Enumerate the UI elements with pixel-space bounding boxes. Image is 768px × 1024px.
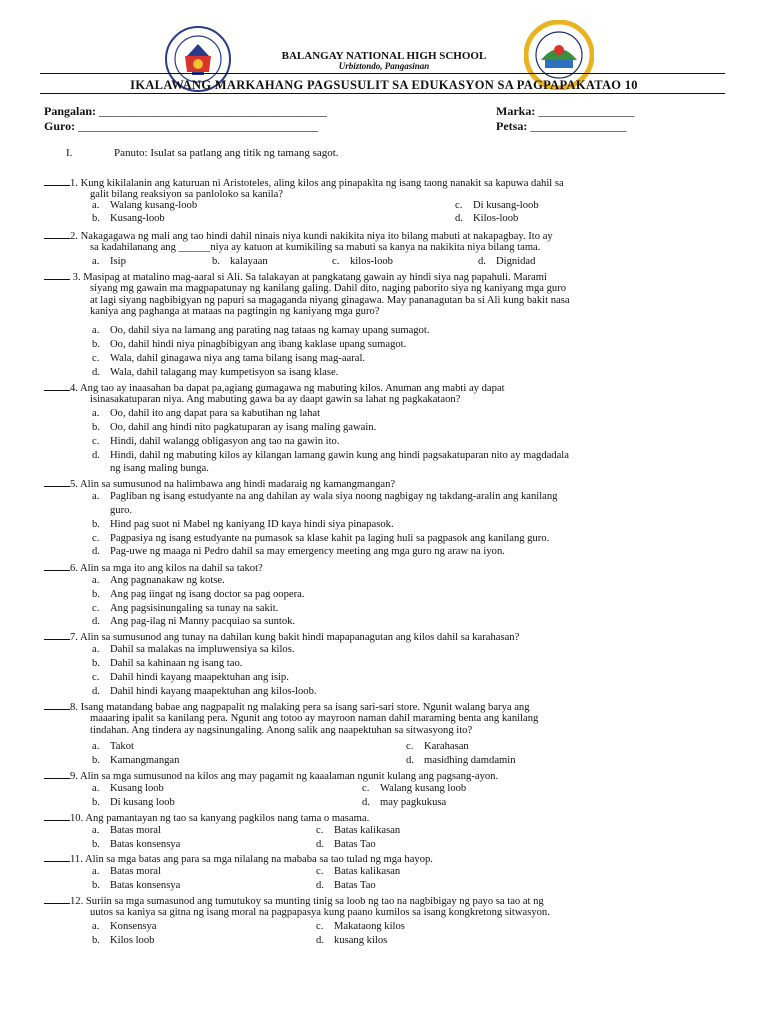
question-1: 1. Kung kikilalanin ang katuruan ni Aristoteles, aling kilos ang pinapakita ng isang taong nanakit sa kapuwa dahil sa galit bilang reaksiyon sa panloloko sa kanila? (44, 176, 728, 201)
question-text: Isang matandang babae ang nagpapalit ng malaking pera sa isang sari-sari store. Ngunit walang barya ang (80, 702, 530, 713)
option-d: d. Pag-uwe ng maaga ni Pedro dahil sa may emergency meeting ang mga guro ng araw na iyon. (92, 546, 505, 557)
option-a: a. Batas moral (92, 866, 161, 877)
question-text: Ang pamantayan ng tao sa kanyang pagkilos nang tama o masama. (85, 813, 370, 824)
answer-blank[interactable] (44, 894, 70, 904)
pangalan-line: ______________________________________ (99, 104, 328, 118)
option-b: b. Dahil sa kahinaan ng isang tao. (92, 658, 243, 669)
question-8: 8. Isang matandang babae ang nagpapalit ng malaking pera sa isang sari-sari store. Ngunit walang barya ang maaaring ipalit sa kanilang pera. Ngunit ang totoo ay mayroon naman dahil maraming benta ang kanilang tindahan. Ang tindera ay nagsinungaling. Anong salik ang naapektuhan sa sitwasyong ito? (44, 700, 728, 736)
option-c: c. kilos-loob (332, 256, 393, 267)
answer-blank[interactable] (44, 811, 70, 821)
answer-blank[interactable] (44, 229, 70, 239)
option-b: b. Ang pag iingat ng isang doctor sa pag oopera. (92, 589, 305, 600)
option-b: b. Kusang-loob (92, 213, 165, 224)
question-6: 6. Alin sa mga ito ang kilos na dahil sa takot? (44, 561, 728, 574)
marka-label: Marka: (496, 104, 536, 118)
answer-blank[interactable] (44, 270, 70, 280)
option-d: d. Batas Tao (316, 880, 376, 891)
option-c: c. Pagpasiya ng isang estudyante na pumasok sa klase kahit pa laging huli sa pagpasok ang kanilang guro. (92, 533, 550, 544)
question-text: Ang tao ay inaasahan ba dapat pa,agiang gumagawa ng mabuting kilos. Anuman ang mabti ay dapat (80, 383, 505, 394)
option-a: a. Batas moral (92, 825, 161, 836)
question-2: 2. Nakagagawa ng mali ang tao hindi dahil ninais niya kundi nakikita niya ito bilang mabuti at nakapagbay. Ito ay sa kadahilanang ang ______niya ay katuon at kumikiling sa mabuti sa kanya na nakikita niya bilang tama. (44, 229, 728, 254)
question-text: Nakagagawa ng mali ang tao hindi dahil ninais niya kundi nakikita niya ito bilang mabuti at nakapagbay. Ito ay (80, 231, 553, 242)
question-10: 10. Ang pamantayan ng tao sa kanyang pagkilos nang tama o masama. (44, 811, 728, 824)
option-d: d. Ang pag-ilag ni Manny pacquiao sa suntok. (92, 616, 296, 627)
question-3: 3. Masipag at matalino mag-aaral si Ali. Sa talakayan at pangkatang gawain ay hindi siya nag papahuli. Marami siyang mg gawain ma magpapatunay ng kanilang galing. Dahil dito, naging paborito siya ng kaniyang mga guro at lagi siyang nagbibigyan ng papuri sa magaganda niyang ginagawa. May pananagutan ba si Ali kung bakit nasa kaniya ang paghanga at mataas na pagtingin ng kaniyang mga guro? (44, 270, 728, 318)
answer-blank[interactable] (44, 176, 70, 186)
exam-title: IKALAWANG MARKAHANG PAGSUSULIT SA EDUKASYON SA PAGPAPAKATAO 10 (130, 78, 638, 92)
option-a: a. Isip (92, 256, 126, 267)
option-d: d. kusang kilos (316, 935, 388, 946)
marka-line: ________________ (538, 104, 635, 118)
option-b: b. Batas konsensya (92, 880, 181, 891)
option-c: c. Di kusang-loob (455, 200, 539, 211)
school-address: Urbiztondo, Pangasinan (338, 61, 430, 71)
question-text: Kung kikilalanin ang katuruan ni Aristoteles, aling kilos ang pinapakita ng isang taong nanakit sa kapuwa dahil sa (80, 178, 564, 189)
option-a: a. Oo, dahil ito ang dapat para sa kabutihan ng lahat (92, 408, 321, 419)
petsa-field[interactable] (496, 119, 626, 134)
question-11: 11. Alin sa mga batas ang para sa mga nilalang na mababa sa tao tulad ng mga hayop. (44, 852, 728, 865)
question-4: 4. Ang tao ay inaasahan ba dapat pa,agiang gumagawa ng mabuting kilos. Anuman ang mabti ay dapat isinasakatuparan niya. Ang mabuting gawa ba ay daapt gawin sa lahat ng pagkakataon? (44, 381, 728, 406)
question-text: Alin sa sumusunod ang tunay na dahilan kung bakit hindi mapapanagutan ang kilos dahil sa karahasan? (80, 632, 520, 643)
option-a: a. Takot (92, 741, 134, 752)
option-d: d. masidhing damdamin (406, 755, 516, 766)
option-b: b. Hind pag suot ni Mabel ng kaniyang ID kaya hindi siya pinapasok. (92, 519, 394, 530)
question-7: 7. Alin sa sumusunod ang tunay na dahilan kung bakit hindi mapapanagutan ang kilos dahil sa karahasan? (44, 630, 728, 643)
pangalan-field[interactable] (44, 104, 327, 119)
answer-blank[interactable] (44, 769, 70, 779)
option-a: a. Walang kusang-loob (92, 200, 198, 211)
answer-blank[interactable] (44, 700, 70, 710)
marka-field[interactable] (496, 104, 634, 119)
guro-line: ________________________________________ (78, 119, 319, 133)
option-b: b. Oo, dahil hindi niya pinagbibigyan ang ibang kaklase upang sumagot. (92, 339, 407, 350)
answer-blank[interactable] (44, 630, 70, 640)
question-text: Alin sa sumusunod na halimbawa ang hindi madaraig ng kamangmangan? (80, 479, 396, 490)
answer-blank[interactable] (44, 561, 70, 571)
option-b: b. Kamangmangan (92, 755, 180, 766)
question-text: Alin sa mga batas ang para sa mga nilalang na mababa sa tao tulad ng mga hayop. (84, 854, 433, 865)
option-a: a. Ang pagnanakaw ng kotse. (92, 575, 225, 586)
option-c: c. Dahil hindi kayang maapektuhan ang isip. (92, 672, 289, 683)
option-b: b. kalayaan (212, 256, 268, 267)
option-d: d. Kilos-loob (455, 213, 519, 224)
question-text: Alin sa mga ito ang kilos na dahil sa takot? (80, 563, 263, 574)
question-5: 5. Alin sa sumusunod na halimbawa ang hindi madaraig ng kamangmangan? (44, 477, 728, 490)
option-b: b. Kilos loob (92, 935, 155, 946)
answer-blank[interactable] (44, 381, 70, 391)
option-a: a. Dahil sa malakas na impluwensiya sa kilos. (92, 644, 295, 655)
school-name: BALANGAY NATIONAL HIGH SCHOOL (281, 50, 487, 62)
option-a: a. Oo, dahil siya na lamang ang parating nag tataas ng kamay upang sumagot. (92, 325, 430, 336)
option-d-continued: ng isang maling bunga. (110, 463, 209, 474)
option-d: d. Wala, dahil talagang may kumpetisyon sa isang klase. (92, 367, 339, 378)
option-c: c. Batas kalikasan (316, 866, 401, 877)
option-c: c. Wala, dahil ginagawa niya ang tama bilang isang mag-aaral. (92, 353, 366, 364)
question-9: 9. Alin sa mga sumusunod na kilos ang may pagamit ng kaaalaman ngunit kulang ang pagsang-ayon. (44, 769, 728, 782)
option-d: d. Hindi, dahil ng mabuting kilos ay kilangan lamang gawin kung ang hindi pagsakatuparan nito ay magdadala (92, 450, 569, 461)
option-a: a. Kusang loob (92, 783, 164, 794)
guro-label: Guro: (44, 119, 76, 133)
petsa-label: Petsa: (496, 119, 528, 133)
option-d: d. Dignidad (478, 256, 536, 267)
option-c: c. Ang pagsisinungaling sa tunay na sakit. (92, 603, 279, 614)
option-c: c. Hindi, dahil walangg obligasyon ang tao na gawin ito. (92, 436, 340, 447)
petsa-line: ________________ (530, 119, 627, 133)
question-text: Masipag at matalino mag-aaral si Ali. Sa talakayan at pangkatang gawain ay hindi siya nag papahuli. Marami (83, 272, 547, 283)
option-a: a. Pagliban ng isang estudyante na ang dahilan ay wala siya noong nagbigay ng takdang-aralin ang kanilang (92, 491, 558, 502)
title-divider (40, 93, 725, 94)
answer-blank[interactable] (44, 852, 70, 862)
option-d: d. Batas Tao (316, 839, 376, 850)
header-divider (40, 73, 725, 74)
instruction-number: I. (66, 147, 73, 159)
option-a-continued: guro. (110, 505, 133, 516)
option-c: c. Batas kalikasan (316, 825, 401, 836)
option-c: c. Karahasan (406, 741, 469, 752)
option-d: d. Dahil hindi kayang maapektuhan ang kilos-loob. (92, 686, 317, 697)
pangalan-label: Pangalan: (44, 104, 97, 118)
option-c: c. Walang kusang loob (362, 783, 467, 794)
option-c: c. Makataong kilos (316, 921, 405, 932)
answer-blank[interactable] (44, 477, 70, 487)
option-b: b. Di kusang loob (92, 797, 175, 808)
instruction-text: Panuto: Isulat sa patlang ang titik ng tamang sagot. (114, 147, 339, 159)
option-b: b. Batas konsensya (92, 839, 181, 850)
option-b: b. Oo, dahil ang hindi nito pagkatuparan ay isang maling gawain. (92, 422, 377, 433)
option-d: d. may pagkukusa (362, 797, 447, 808)
guro-field[interactable] (44, 119, 318, 134)
option-a: a. Konsensya (92, 921, 157, 932)
question-12: 12. Suriin sa mga sumasunod ang tumutukoy sa munting tinig sa loob ng tao na nagbibigay ng payo sa tao at ng uutos sa kaniya sa gitna ng isang moral na pagpapasya kung paano kumilos sa isang kongkretong sitwasyon. (44, 894, 728, 919)
question-text: Alin sa mga sumusunod na kilos ang may pagamit ng kaaalaman ngunit kulang ang pagsang-ayon. (80, 771, 499, 782)
question-text: Suriin sa mga sumasunod ang tumutukoy sa munting tinig sa loob ng tao na nagbibigay ng payo sa tao at ng (85, 896, 544, 907)
